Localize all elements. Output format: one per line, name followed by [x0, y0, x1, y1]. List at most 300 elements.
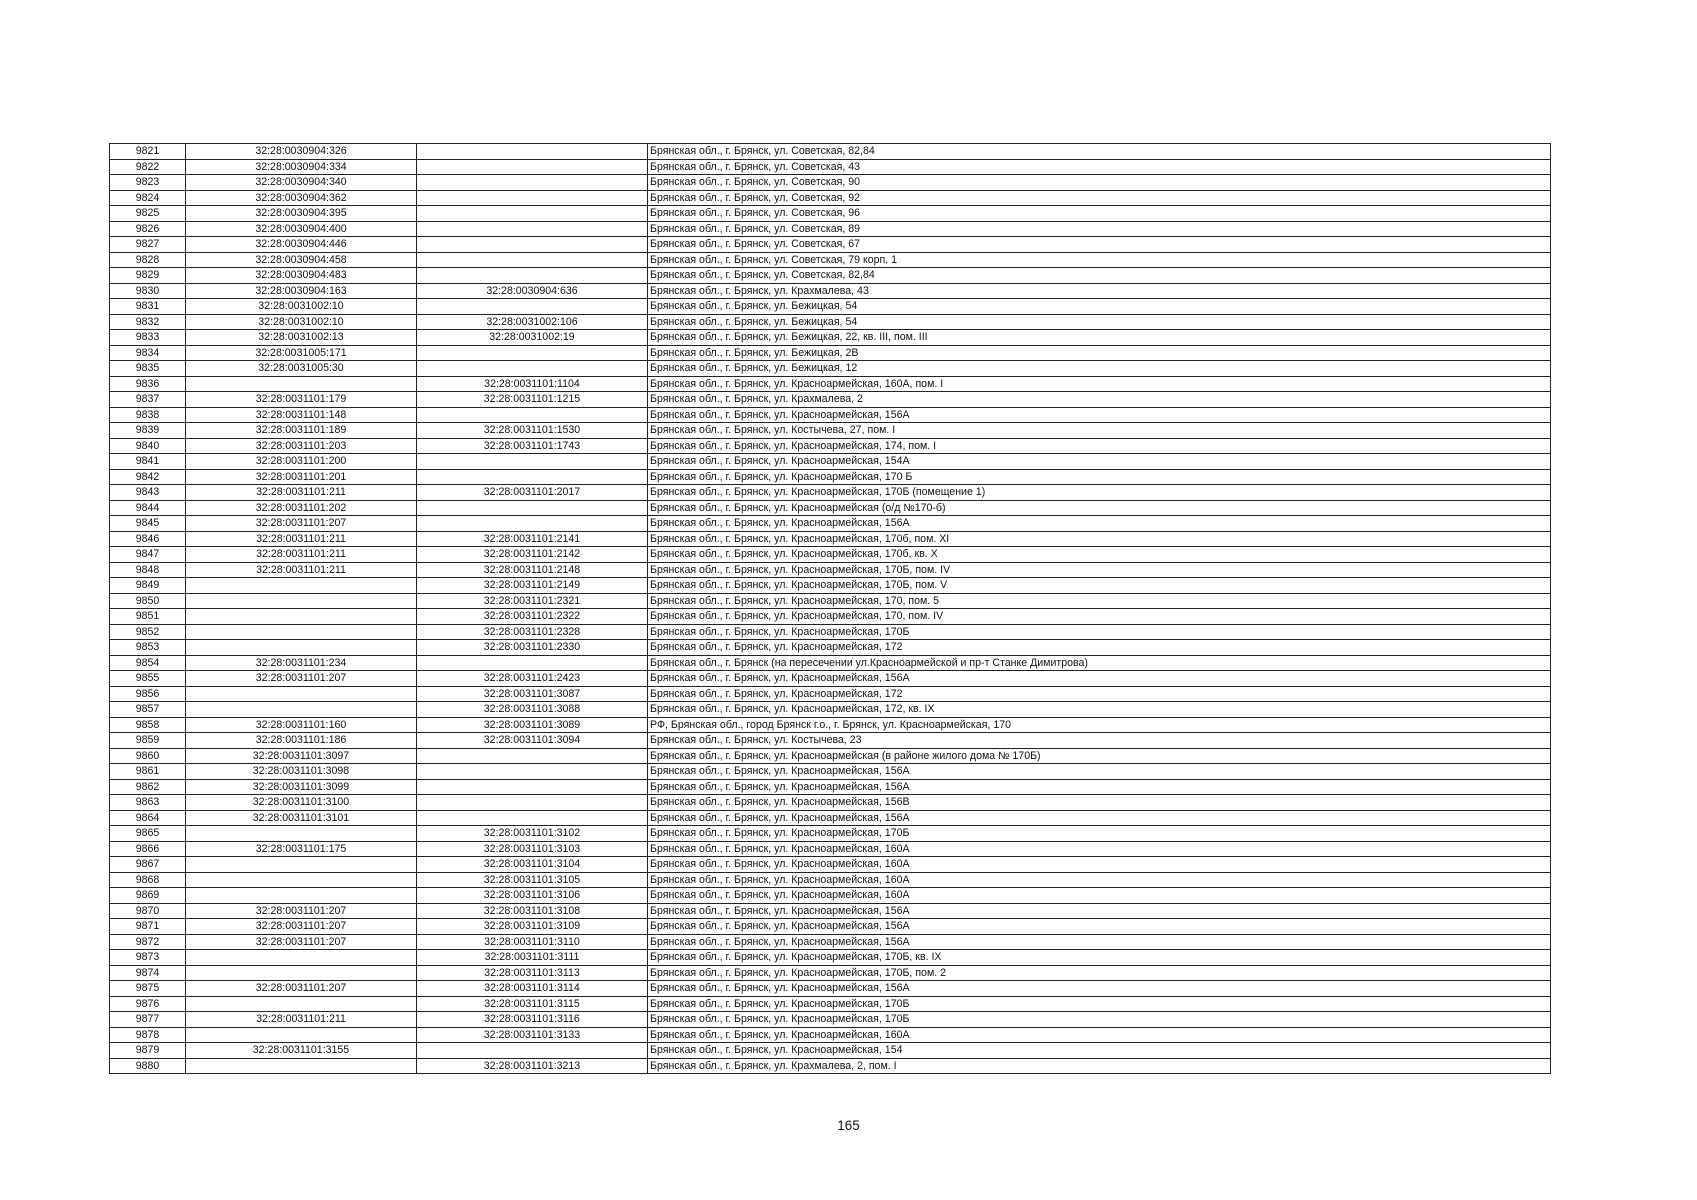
table-row — [110, 283, 1551, 299]
table-row — [110, 609, 1551, 625]
table-row — [110, 934, 1551, 950]
row-number-cell: 9878 — [110, 1027, 186, 1043]
table-row — [110, 500, 1551, 516]
table-row — [110, 779, 1551, 795]
object-cadastral-number-cell — [417, 810, 648, 826]
object-cadastral-number-cell — [417, 206, 648, 222]
object-cadastral-number-cell: 32:28:0031101:3088 — [417, 702, 648, 718]
row-number-cell: 9865 — [110, 826, 186, 842]
row-number-cell: 9827 — [110, 237, 186, 253]
row-number-cell: 9836 — [110, 376, 186, 392]
row-number-cell: 9825 — [110, 206, 186, 222]
row-number-cell: 9841 — [110, 454, 186, 470]
object-cadastral-number-cell — [417, 252, 648, 268]
table-row — [110, 345, 1551, 361]
registry-table-body — [110, 144, 1551, 1074]
land-cadastral-number-cell: 32:28:0031101:186 — [186, 733, 417, 749]
address-cell: Брянская обл., г. Брянск, ул. Красноармейская, 170Б — [648, 1012, 1551, 1028]
address-cell: Брянская обл., г. Брянск, ул. Красноармейская, 172, кв. IX — [648, 702, 1551, 718]
row-number-cell: 9864 — [110, 810, 186, 826]
land-cadastral-number-cell — [186, 872, 417, 888]
row-number-cell: 9829 — [110, 268, 186, 284]
object-cadastral-number-cell — [417, 190, 648, 206]
object-cadastral-number-cell — [417, 764, 648, 780]
address-cell: Брянская обл., г. Брянск, ул. Советская, 89 — [648, 221, 1551, 237]
address-cell: Брянская обл., г. Брянск, ул. Красноармейская, 170, пом. 5 — [648, 593, 1551, 609]
table-row — [110, 485, 1551, 501]
table-row — [110, 175, 1551, 191]
address-cell: Брянская обл., г. Брянск, ул. Красноармейская, 156А — [648, 671, 1551, 687]
object-cadastral-number-cell: 32:28:0031002:106 — [417, 314, 648, 330]
land-cadastral-number-cell — [186, 996, 417, 1012]
land-cadastral-number-cell — [186, 640, 417, 656]
table-row — [110, 159, 1551, 175]
table-row — [110, 469, 1551, 485]
row-number-cell: 9857 — [110, 702, 186, 718]
row-number-cell: 9854 — [110, 655, 186, 671]
row-number-cell: 9877 — [110, 1012, 186, 1028]
address-cell: Брянская обл., г. Брянск, ул. Советская, 79 корп. 1 — [648, 252, 1551, 268]
object-cadastral-number-cell: 32:28:0031002:19 — [417, 330, 648, 346]
row-number-cell: 9863 — [110, 795, 186, 811]
table-row — [110, 872, 1551, 888]
object-cadastral-number-cell: 32:28:0030904:636 — [417, 283, 648, 299]
row-number-cell: 9850 — [110, 593, 186, 609]
table-row — [110, 562, 1551, 578]
row-number-cell: 9834 — [110, 345, 186, 361]
address-cell: Брянская обл., г. Брянск, ул. Красноармейская, 156А — [648, 934, 1551, 950]
table-row — [110, 1027, 1551, 1043]
land-cadastral-number-cell — [186, 609, 417, 625]
object-cadastral-number-cell: 32:28:0031101:3106 — [417, 888, 648, 904]
row-number-cell: 9838 — [110, 407, 186, 423]
address-cell: Брянская обл., г. Брянск, ул. Красноармейская, 156В — [648, 795, 1551, 811]
object-cadastral-number-cell: 32:28:0031101:3111 — [417, 950, 648, 966]
address-cell: Брянская обл., г. Брянск, ул. Крахмалева, 2, пом. I — [648, 1058, 1551, 1074]
row-number-cell: 9822 — [110, 159, 186, 175]
address-cell: Брянская обл., г. Брянск, ул. Красноармейская, 170Б — [648, 826, 1551, 842]
row-number-cell: 9858 — [110, 717, 186, 733]
table-row — [110, 454, 1551, 470]
address-cell: Брянская обл., г. Брянск, ул. Красноармейская, 156А — [648, 407, 1551, 423]
address-cell: Брянская обл., г. Брянск, ул. Советская, 67 — [648, 237, 1551, 253]
address-cell: Брянская обл., г. Брянск, ул. Советская, 43 — [648, 159, 1551, 175]
object-cadastral-number-cell: 32:28:0031101:2148 — [417, 562, 648, 578]
object-cadastral-number-cell — [417, 159, 648, 175]
object-cadastral-number-cell: 32:28:0031101:3113 — [417, 965, 648, 981]
land-cadastral-number-cell: 32:28:0031101:3097 — [186, 748, 417, 764]
address-cell: Брянская обл., г. Брянск (на пересечении ул.Красноармейской и пр-т Станке Димитрова) — [648, 655, 1551, 671]
land-cadastral-number-cell: 32:28:0031101:3155 — [186, 1043, 417, 1059]
row-number-cell: 9826 — [110, 221, 186, 237]
land-cadastral-number-cell: 32:28:0031101:207 — [186, 934, 417, 950]
land-cadastral-number-cell: 32:28:0031101:3100 — [186, 795, 417, 811]
land-cadastral-number-cell: 32:28:0031101:189 — [186, 423, 417, 439]
object-cadastral-number-cell: 32:28:0031101:3110 — [417, 934, 648, 950]
row-number-cell: 9852 — [110, 624, 186, 640]
land-cadastral-number-cell — [186, 593, 417, 609]
row-number-cell: 9851 — [110, 609, 186, 625]
land-cadastral-number-cell: 32:28:0031101:200 — [186, 454, 417, 470]
address-cell: Брянская обл., г. Брянск, ул. Красноармейская, 156А — [648, 779, 1551, 795]
table-row — [110, 857, 1551, 873]
address-cell: Брянская обл., г. Брянск, ул. Красноармейская, 160А — [648, 872, 1551, 888]
table-row — [110, 950, 1551, 966]
table-row — [110, 903, 1551, 919]
row-number-cell: 9861 — [110, 764, 186, 780]
address-cell: Брянская обл., г. Брянск, ул. Красноармейская, 160А — [648, 857, 1551, 873]
land-cadastral-number-cell: 32:28:0031101:211 — [186, 1012, 417, 1028]
table-row — [110, 268, 1551, 284]
table-row — [110, 888, 1551, 904]
row-number-cell: 9874 — [110, 965, 186, 981]
object-cadastral-number-cell: 32:28:0031101:2141 — [417, 531, 648, 547]
land-cadastral-number-cell: 32:28:0031101:234 — [186, 655, 417, 671]
table-row — [110, 330, 1551, 346]
table-row — [110, 531, 1551, 547]
row-number-cell: 9821 — [110, 144, 186, 160]
table-row — [110, 392, 1551, 408]
land-cadastral-number-cell — [186, 965, 417, 981]
address-cell: Брянская обл., г. Брянск, ул. Бежицкая, 54 — [648, 299, 1551, 315]
object-cadastral-number-cell: 32:28:0031101:1530 — [417, 423, 648, 439]
address-cell: РФ, Брянская обл., город Брянск г.о., г. Брянск, ул. Красноармейская, 170 — [648, 717, 1551, 733]
row-number-cell: 9873 — [110, 950, 186, 966]
object-cadastral-number-cell: 32:28:0031101:3109 — [417, 919, 648, 935]
address-cell: Брянская обл., г. Брянск, ул. Бежицкая, 22, кв. III, пом. III — [648, 330, 1551, 346]
address-cell: Брянская обл., г. Брянск, ул. Красноармейская (о/д №170-б) — [648, 500, 1551, 516]
land-cadastral-number-cell: 32:28:0030904:483 — [186, 268, 417, 284]
object-cadastral-number-cell: 32:28:0031101:3094 — [417, 733, 648, 749]
table-row — [110, 671, 1551, 687]
table-row — [110, 547, 1551, 563]
object-cadastral-number-cell — [417, 175, 648, 191]
table-row — [110, 314, 1551, 330]
address-cell: Брянская обл., г. Брянск, ул. Красноармейская, 156А — [648, 810, 1551, 826]
table-row — [110, 717, 1551, 733]
land-cadastral-number-cell: 32:28:0031101:207 — [186, 919, 417, 935]
table-row — [110, 841, 1551, 857]
land-cadastral-number-cell: 32:28:0030904:395 — [186, 206, 417, 222]
land-cadastral-number-cell: 32:28:0030904:340 — [186, 175, 417, 191]
address-cell: Брянская обл., г. Брянск, ул. Советская, 90 — [648, 175, 1551, 191]
row-number-cell: 9855 — [110, 671, 186, 687]
land-cadastral-number-cell — [186, 1027, 417, 1043]
address-cell: Брянская обл., г. Брянск, ул. Красноармейская, 172 — [648, 686, 1551, 702]
address-cell: Брянская обл., г. Брянск, ул. Красноармейская, 174, пом. I — [648, 438, 1551, 454]
object-cadastral-number-cell: 32:28:0031101:3105 — [417, 872, 648, 888]
object-cadastral-number-cell: 32:28:0031101:2423 — [417, 671, 648, 687]
address-cell: Брянская обл., г. Брянск, ул. Красноармейская, 156А — [648, 764, 1551, 780]
land-cadastral-number-cell: 32:28:0031002:13 — [186, 330, 417, 346]
address-cell: Брянская обл., г. Брянск, ул. Красноармейская, 170Б, кв. IX — [648, 950, 1551, 966]
object-cadastral-number-cell: 32:28:0031101:3115 — [417, 996, 648, 1012]
land-cadastral-number-cell: 32:28:0031101:201 — [186, 469, 417, 485]
land-cadastral-number-cell: 32:28:0031101:3099 — [186, 779, 417, 795]
table-row — [110, 733, 1551, 749]
table-row — [110, 1043, 1551, 1059]
address-cell: Брянская обл., г. Брянск, ул. Бежицкая, 54 — [648, 314, 1551, 330]
land-cadastral-number-cell — [186, 686, 417, 702]
land-cadastral-number-cell: 32:28:0031101:3101 — [186, 810, 417, 826]
row-number-cell: 9866 — [110, 841, 186, 857]
table-row — [110, 686, 1551, 702]
table-row — [110, 237, 1551, 253]
object-cadastral-number-cell: 32:28:0031101:2328 — [417, 624, 648, 640]
land-cadastral-number-cell — [186, 376, 417, 392]
row-number-cell: 9824 — [110, 190, 186, 206]
land-cadastral-number-cell: 32:28:0031101:211 — [186, 562, 417, 578]
address-cell: Брянская обл., г. Брянск, ул. Красноармейская, 170б, кв. X — [648, 547, 1551, 563]
object-cadastral-number-cell: 32:28:0031101:3089 — [417, 717, 648, 733]
row-number-cell: 9831 — [110, 299, 186, 315]
address-cell: Брянская обл., г. Брянск, ул. Крахмалева, 2 — [648, 392, 1551, 408]
object-cadastral-number-cell: 32:28:0031101:3104 — [417, 857, 648, 873]
row-number-cell: 9823 — [110, 175, 186, 191]
table-row — [110, 190, 1551, 206]
land-cadastral-number-cell — [186, 950, 417, 966]
land-cadastral-number-cell: 32:28:0031101:3098 — [186, 764, 417, 780]
object-cadastral-number-cell: 32:28:0031101:2322 — [417, 609, 648, 625]
row-number-cell: 9853 — [110, 640, 186, 656]
object-cadastral-number-cell — [417, 407, 648, 423]
table-row — [110, 996, 1551, 1012]
table-row — [110, 655, 1551, 671]
table-row — [110, 624, 1551, 640]
land-cadastral-number-cell — [186, 702, 417, 718]
land-cadastral-number-cell: 32:28:0031002:10 — [186, 299, 417, 315]
address-cell: Брянская обл., г. Брянск, ул. Красноармейская, 156А — [648, 516, 1551, 532]
land-cadastral-number-cell: 32:28:0031101:175 — [186, 841, 417, 857]
row-number-cell: 9844 — [110, 500, 186, 516]
row-number-cell: 9856 — [110, 686, 186, 702]
address-cell: Брянская обл., г. Брянск, ул. Красноармейская, 160А — [648, 841, 1551, 857]
table-row — [110, 981, 1551, 997]
row-number-cell: 9840 — [110, 438, 186, 454]
address-cell: Брянская обл., г. Брянск, ул. Красноармейская (в районе жилого дома № 170Б) — [648, 748, 1551, 764]
address-cell: Брянская обл., г. Брянск, ул. Советская, 92 — [648, 190, 1551, 206]
table-row — [110, 1058, 1551, 1074]
object-cadastral-number-cell: 32:28:0031101:3213 — [417, 1058, 648, 1074]
land-cadastral-number-cell: 32:28:0030904:400 — [186, 221, 417, 237]
land-cadastral-number-cell: 32:28:0031005:30 — [186, 361, 417, 377]
table-row — [110, 919, 1551, 935]
row-number-cell: 9835 — [110, 361, 186, 377]
table-row — [110, 206, 1551, 222]
table-row — [110, 299, 1551, 315]
table-row — [110, 578, 1551, 594]
row-number-cell: 9879 — [110, 1043, 186, 1059]
object-cadastral-number-cell — [417, 795, 648, 811]
land-cadastral-number-cell — [186, 624, 417, 640]
land-cadastral-number-cell: 32:28:0031101:211 — [186, 485, 417, 501]
table-row — [110, 764, 1551, 780]
land-cadastral-number-cell: 32:28:0030904:458 — [186, 252, 417, 268]
land-cadastral-number-cell: 32:28:0031101:207 — [186, 903, 417, 919]
address-cell: Брянская обл., г. Брянск, ул. Красноармейская, 154 — [648, 1043, 1551, 1059]
land-cadastral-number-cell: 32:28:0031101:179 — [186, 392, 417, 408]
land-cadastral-number-cell: 32:28:0030904:163 — [186, 283, 417, 299]
table-row — [110, 423, 1551, 439]
object-cadastral-number-cell — [417, 500, 648, 516]
table-row — [110, 1012, 1551, 1028]
table-row — [110, 702, 1551, 718]
row-number-cell: 9837 — [110, 392, 186, 408]
table-row — [110, 376, 1551, 392]
address-cell: Брянская обл., г. Брянск, ул. Красноармейская, 170б, пом. XI — [648, 531, 1551, 547]
address-cell: Брянская обл., г. Брянск, ул. Красноармейская, 160А — [648, 888, 1551, 904]
object-cadastral-number-cell — [417, 516, 648, 532]
land-cadastral-number-cell: 32:28:0030904:446 — [186, 237, 417, 253]
address-cell: Брянская обл., г. Брянск, ул. Бежицкая, 2В — [648, 345, 1551, 361]
row-number-cell: 9842 — [110, 469, 186, 485]
object-cadastral-number-cell: 32:28:0031101:1743 — [417, 438, 648, 454]
row-number-cell: 9847 — [110, 547, 186, 563]
row-number-cell: 9869 — [110, 888, 186, 904]
land-cadastral-number-cell: 32:28:0030904:326 — [186, 144, 417, 160]
land-cadastral-number-cell: 32:28:0030904:362 — [186, 190, 417, 206]
table-row — [110, 826, 1551, 842]
address-cell: Брянская обл., г. Брянск, ул. Красноармейская, 156А — [648, 919, 1551, 935]
row-number-cell: 9839 — [110, 423, 186, 439]
row-number-cell: 9845 — [110, 516, 186, 532]
table-row — [110, 640, 1551, 656]
address-cell: Брянская обл., г. Брянск, ул. Советская, 96 — [648, 206, 1551, 222]
row-number-cell: 9867 — [110, 857, 186, 873]
object-cadastral-number-cell: 32:28:0031101:3108 — [417, 903, 648, 919]
land-cadastral-number-cell: 32:28:0031101:207 — [186, 671, 417, 687]
land-cadastral-number-cell — [186, 888, 417, 904]
table-row — [110, 516, 1551, 532]
land-cadastral-number-cell — [186, 857, 417, 873]
address-cell: Брянская обл., г. Брянск, ул. Красноармейская, 154А — [648, 454, 1551, 470]
table-row — [110, 810, 1551, 826]
object-cadastral-number-cell: 32:28:0031101:3114 — [417, 981, 648, 997]
object-cadastral-number-cell — [417, 1043, 648, 1059]
row-number-cell: 9880 — [110, 1058, 186, 1074]
table-row — [110, 965, 1551, 981]
address-cell: Брянская обл., г. Брянск, ул. Красноармейская, 170Б, пом. V — [648, 578, 1551, 594]
object-cadastral-number-cell — [417, 361, 648, 377]
object-cadastral-number-cell — [417, 144, 648, 160]
table-row — [110, 593, 1551, 609]
address-cell: Брянская обл., г. Брянск, ул. Красноармейская, 172 — [648, 640, 1551, 656]
address-cell: Брянская обл., г. Брянск, ул. Красноармейская, 170Б (помещение 1) — [648, 485, 1551, 501]
address-cell: Брянская обл., г. Брянск, ул. Красноармейская, 160А, пом. I — [648, 376, 1551, 392]
table-row — [110, 221, 1551, 237]
address-cell: Брянская обл., г. Брянск, ул. Крахмалева, 43 — [648, 283, 1551, 299]
address-cell: Брянская обл., г. Брянск, ул. Красноармейская, 170Б, пом. IV — [648, 562, 1551, 578]
table-row — [110, 407, 1551, 423]
row-number-cell: 9843 — [110, 485, 186, 501]
address-cell: Брянская обл., г. Брянск, ул. Красноармейская, 160А — [648, 1027, 1551, 1043]
address-cell: Брянская обл., г. Брянск, ул. Костычева, 27, пом. I — [648, 423, 1551, 439]
table-row — [110, 795, 1551, 811]
row-number-cell: 9859 — [110, 733, 186, 749]
object-cadastral-number-cell — [417, 469, 648, 485]
table-row — [110, 361, 1551, 377]
land-cadastral-number-cell: 32:28:0031005:171 — [186, 345, 417, 361]
object-cadastral-number-cell: 32:28:0031101:2017 — [417, 485, 648, 501]
row-number-cell: 9828 — [110, 252, 186, 268]
address-cell: Брянская обл., г. Брянск, ул. Красноармейская, 156А — [648, 903, 1551, 919]
address-cell: Брянская обл., г. Брянск, ул. Красноармейская, 170 Б — [648, 469, 1551, 485]
row-number-cell: 9868 — [110, 872, 186, 888]
land-cadastral-number-cell: 32:28:0030904:334 — [186, 159, 417, 175]
object-cadastral-number-cell: 32:28:0031101:2142 — [417, 547, 648, 563]
table-row — [110, 748, 1551, 764]
address-cell: Брянская обл., г. Брянск, ул. Костычева, 23 — [648, 733, 1551, 749]
object-cadastral-number-cell — [417, 454, 648, 470]
land-cadastral-number-cell: 32:28:0031101:211 — [186, 547, 417, 563]
object-cadastral-number-cell — [417, 748, 648, 764]
row-number-cell: 9876 — [110, 996, 186, 1012]
row-number-cell: 9875 — [110, 981, 186, 997]
object-cadastral-number-cell: 32:28:0031101:3087 — [417, 686, 648, 702]
object-cadastral-number-cell: 32:28:0031101:3116 — [417, 1012, 648, 1028]
row-number-cell: 9860 — [110, 748, 186, 764]
object-cadastral-number-cell — [417, 345, 648, 361]
row-number-cell: 9832 — [110, 314, 186, 330]
table-row — [110, 252, 1551, 268]
object-cadastral-number-cell: 32:28:0031101:1215 — [417, 392, 648, 408]
land-cadastral-number-cell: 32:28:0031002:10 — [186, 314, 417, 330]
row-number-cell: 9848 — [110, 562, 186, 578]
object-cadastral-number-cell: 32:28:0031101:2149 — [417, 578, 648, 594]
land-cadastral-number-cell — [186, 1058, 417, 1074]
land-cadastral-number-cell: 32:28:0031101:207 — [186, 516, 417, 532]
object-cadastral-number-cell: 32:28:0031101:3133 — [417, 1027, 648, 1043]
address-cell: Брянская обл., г. Брянск, ул. Красноармейская, 170, пом. IV — [648, 609, 1551, 625]
object-cadastral-number-cell — [417, 655, 648, 671]
row-number-cell: 9833 — [110, 330, 186, 346]
table-row — [110, 438, 1551, 454]
object-cadastral-number-cell — [417, 779, 648, 795]
object-cadastral-number-cell: 32:28:0031101:1104 — [417, 376, 648, 392]
land-cadastral-number-cell — [186, 826, 417, 842]
row-number-cell: 9872 — [110, 934, 186, 950]
row-number-cell: 9830 — [110, 283, 186, 299]
row-number-cell: 9871 — [110, 919, 186, 935]
land-cadastral-number-cell: 32:28:0031101:207 — [186, 981, 417, 997]
land-cadastral-number-cell: 32:28:0031101:160 — [186, 717, 417, 733]
row-number-cell: 9862 — [110, 779, 186, 795]
address-cell: Брянская обл., г. Брянск, ул. Красноармейская, 156А — [648, 981, 1551, 997]
page-number: 165 — [837, 1118, 860, 1133]
address-cell: Брянская обл., г. Брянск, ул. Красноармейская, 170Б, пом. 2 — [648, 965, 1551, 981]
land-cadastral-number-cell: 32:28:0031101:148 — [186, 407, 417, 423]
address-cell: Брянская обл., г. Брянск, ул. Красноармейская, 170Б — [648, 624, 1551, 640]
object-cadastral-number-cell: 32:28:0031101:2321 — [417, 593, 648, 609]
row-number-cell: 9849 — [110, 578, 186, 594]
object-cadastral-number-cell: 32:28:0031101:3103 — [417, 841, 648, 857]
table-row — [110, 144, 1551, 160]
address-cell: Брянская обл., г. Брянск, ул. Красноармейская, 170Б — [648, 996, 1551, 1012]
object-cadastral-number-cell — [417, 268, 648, 284]
address-cell: Брянская обл., г. Брянск, ул. Советская, 82,84 — [648, 268, 1551, 284]
land-cadastral-number-cell: 32:28:0031101:203 — [186, 438, 417, 454]
object-cadastral-number-cell — [417, 237, 648, 253]
object-cadastral-number-cell — [417, 221, 648, 237]
land-cadastral-number-cell — [186, 578, 417, 594]
object-cadastral-number-cell: 32:28:0031101:2330 — [417, 640, 648, 656]
row-number-cell: 9870 — [110, 903, 186, 919]
land-cadastral-number-cell: 32:28:0031101:202 — [186, 500, 417, 516]
registry-table — [109, 143, 1551, 1074]
land-cadastral-number-cell: 32:28:0031101:211 — [186, 531, 417, 547]
object-cadastral-number-cell: 32:28:0031101:3102 — [417, 826, 648, 842]
object-cadastral-number-cell — [417, 299, 648, 315]
